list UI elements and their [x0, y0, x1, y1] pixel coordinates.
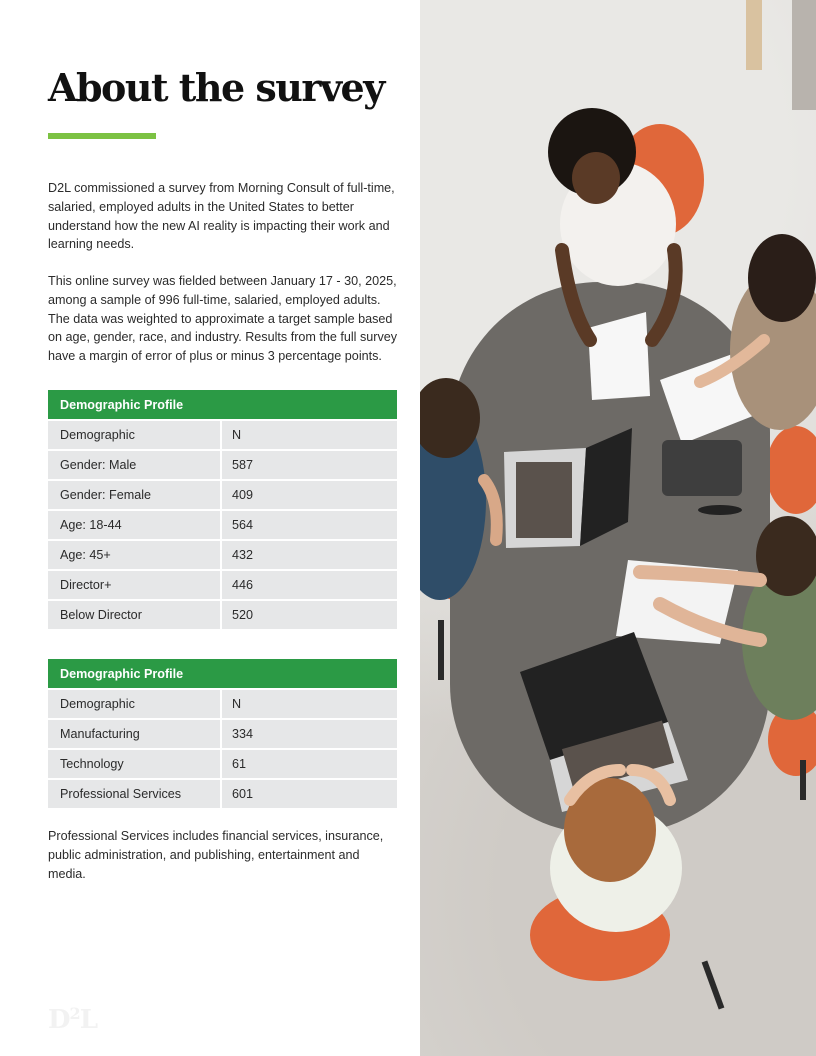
- methodology-paragraph: This online survey was fielded between January 17 - 30, 2025, among a sample of 996 full-time, salaried, employed adults. The data was weighted to approximate a target sample based on age, gender, race, and industry. Results from the full survey have a margin of error of plus or minus 3 percentage points.: [48, 274, 398, 364]
- page-title: About the survey: [48, 65, 384, 110]
- glasses-shape: [698, 505, 742, 515]
- row-label: Age: 18-44: [48, 510, 221, 540]
- row-label: Demographic: [48, 420, 221, 450]
- table-row: [48, 420, 397, 450]
- table-header-row: [48, 659, 397, 689]
- meeting-illustration: [420, 0, 816, 1056]
- demographic-table-1: [48, 390, 397, 629]
- row-label: Professional Services: [48, 779, 221, 808]
- row-value: N: [221, 689, 397, 719]
- row-value: 587: [221, 450, 397, 480]
- table-row: [48, 779, 397, 808]
- row-value: 520: [221, 600, 397, 629]
- table-header: Demographic Profile: [48, 390, 397, 420]
- row-value: N: [221, 420, 397, 450]
- table-row: [48, 749, 397, 779]
- table-row: [48, 719, 397, 749]
- intro-paragraph: D2L commissioned a survey from Morning Consult of full-time, salaried, employed adults in the United States to better understand how the new AI reality is impacting their work and learning needs.: [48, 181, 395, 252]
- chair-shape: [766, 426, 816, 514]
- row-label: Director+: [48, 570, 221, 600]
- row-value: 601: [221, 779, 397, 808]
- tablet-shape: [662, 440, 742, 496]
- table-row: [48, 510, 397, 540]
- hair-shape: [748, 234, 816, 322]
- table-row: [48, 480, 397, 510]
- chair-leg-shape: [800, 760, 806, 800]
- table-row: [48, 570, 397, 600]
- row-value: 61: [221, 749, 397, 779]
- chair-leg-shape: [702, 960, 725, 1009]
- table-header: Demographic Profile: [48, 659, 397, 689]
- metal-post-shape: [792, 0, 816, 110]
- row-value: 432: [221, 540, 397, 570]
- chair-leg-shape: [438, 620, 444, 680]
- table-row: [48, 689, 397, 719]
- row-label: Gender: Female: [48, 480, 221, 510]
- row-label: Technology: [48, 749, 221, 779]
- row-value: 564: [221, 510, 397, 540]
- row-value: 446: [221, 570, 397, 600]
- row-label: Below Director: [48, 600, 221, 629]
- d2l-watermark-logo: $D^2L$: [48, 1004, 97, 1035]
- row-label: Age: 45+: [48, 540, 221, 570]
- row-value: 409: [221, 480, 397, 510]
- table-row: [48, 600, 397, 629]
- row-label: Gender: Male: [48, 450, 221, 480]
- table-row: [48, 540, 397, 570]
- row-value: 334: [221, 719, 397, 749]
- face-shape: [572, 152, 620, 204]
- demographic-table-2: [48, 659, 397, 808]
- meeting-photo: [420, 0, 816, 1056]
- row-label: Manufacturing: [48, 719, 221, 749]
- wood-post-shape: [746, 0, 762, 70]
- table-header-row: [48, 390, 397, 420]
- keyboard-shape: [516, 462, 572, 538]
- title-accent-bar: [48, 133, 156, 139]
- arm-shape: [640, 572, 760, 580]
- footnote-paragraph: Professional Services includes financial services, insurance, public administration, and publishing, entertainment and media.: [48, 829, 384, 881]
- row-label: Demographic: [48, 689, 221, 719]
- table-row: [48, 450, 397, 480]
